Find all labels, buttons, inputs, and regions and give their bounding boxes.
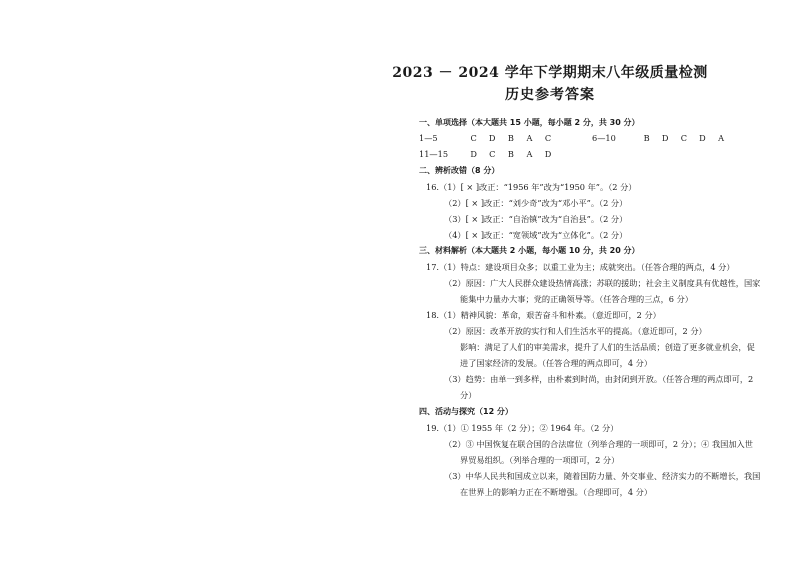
section1-heading: 一、单项选择（本大题共 15 小题，每小题 2 分，共 30 分）	[419, 118, 640, 127]
section2-heading: 二、辨析改错（8 分）	[419, 166, 500, 175]
answer-line: 18.（1）精神风貌：革命，艰苦奋斗和朴素。（意近即可，2 分）	[426, 310, 661, 320]
mc-answer-row-1	[419, 133, 556, 143]
document-title: 2023 － 2024 学年下学期期末八年级质量检测	[392, 65, 708, 81]
mc-answer: D	[544, 149, 552, 159]
answer-line: （2）原因：改革开放的实行和人们生活水平的提高。（意近即可，2 分）	[444, 326, 707, 336]
answer-line: 分）	[460, 390, 477, 400]
mc-answer: D	[661, 133, 669, 143]
answer-line: （2）③ 中国恢复在联合国的合法席位（列举合理的一项即可，2 分）；④ 我国加入世	[444, 439, 753, 449]
answer-line: （4）[ × ]改正：“宽领域”改为“立体化”。（2 分）	[444, 230, 628, 240]
mc-answer: A	[718, 133, 724, 143]
answer-line: 19.（1）① 1955 年（2 分）；② 1964 年。（2 分）	[426, 423, 619, 433]
document-subtitle: 历史参考答案	[505, 87, 595, 103]
mc-answer: A	[526, 133, 533, 143]
answer-line: （3）趋势：由单一到多样，由朴素到时尚，由封闭到开放。（任答合理的两点即可，2	[444, 374, 754, 384]
answer-line: 在世界上的影响力正在不断增强。（合理即可，4 分）	[460, 487, 653, 497]
answer-line: （2）原因：广大人民群众建设热情高涨；苏联的援助；社会主义制度具有优越性，国家	[444, 278, 761, 288]
section4-heading: 四、活动与探究（12 分）	[419, 407, 513, 416]
section3-heading: 三、材料解析（本大题共 2 小题，每小题 10 分，共 20 分）	[419, 246, 640, 255]
answer-line: 16.（1）[ × ]改正：“1956 年”改为“1950 年”。（2 分）	[426, 182, 637, 192]
answer-line: （2）[ × ]改正：“刘少奇”改为“邓小平”。（2 分）	[444, 198, 628, 208]
answer-line: （3）[ × ]改正：“自治镇”改为“自治县”。（2 分）	[444, 214, 628, 224]
mc-answer-row-2	[592, 133, 729, 143]
mc-answer: C	[680, 133, 687, 143]
mc-answer: C	[489, 149, 496, 159]
answer-line: 界贸易组织。（列举合理的一项即可，2 分）	[460, 455, 620, 465]
mc-answer: B	[643, 133, 650, 143]
mc-range-label: 11—15	[419, 149, 449, 159]
answer-line: 进了国家经济的发展。（任答合理的两点即可，4 分）	[460, 358, 653, 368]
mc-answer: A	[526, 149, 533, 159]
answer-line: 能集中力量办大事；党的正确领导等。（任答合理的三点，6 分）	[460, 294, 693, 304]
mc-range-label: 1—5	[419, 133, 438, 143]
answer-line: 影响：满足了人们的审美需求，提升了人们的生活品质；创造了更多就业机会，促	[460, 342, 755, 352]
answer-line: （3）中华人民共和国成立以来，随着国防力量、外交事业、经济实力的不断增长，我国	[444, 471, 761, 481]
mc-answer: D	[488, 133, 496, 143]
mc-range-label: 6—10	[592, 133, 616, 143]
mc-answer: C	[544, 133, 552, 143]
answer-line: 17.（1）特点：建设项目众多；以重工业为主；成就突出。（任答合理的两点，4 分）	[426, 262, 735, 272]
mc-answer: D	[470, 149, 477, 159]
mc-answer: C	[470, 133, 477, 143]
mc-answer: B	[507, 149, 514, 159]
mc-answer-row-3	[419, 149, 556, 159]
mc-answer: B	[507, 133, 514, 143]
mc-answer: D	[699, 133, 706, 143]
